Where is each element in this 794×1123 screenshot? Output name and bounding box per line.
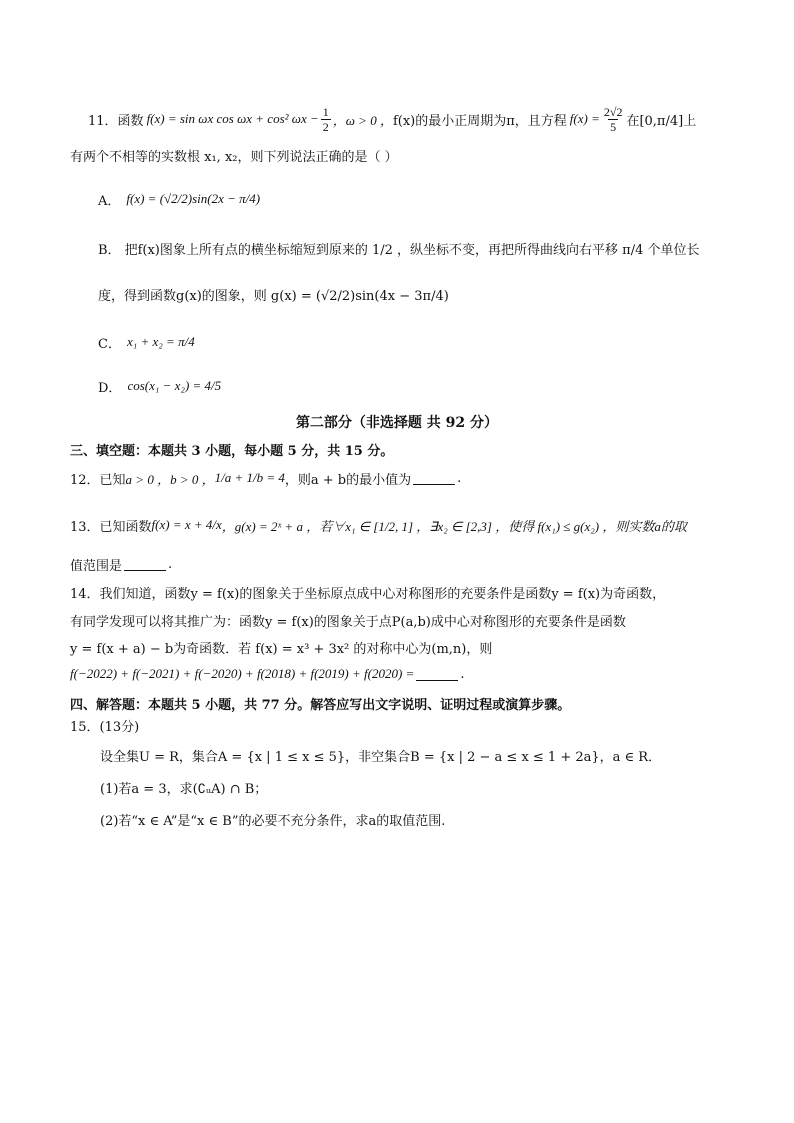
option-b-label: B． <box>98 242 121 258</box>
q12-text-b: ，则a + b的最小值为 <box>284 472 412 488</box>
option-a-label: A． <box>98 193 121 209</box>
q11-eq: f(x) = <box>569 111 600 126</box>
q15-line1: 设全集U = R，集合A = {x | 1 ≤ x ≤ 5}，非空集合B = {x | 2 − a ≤ x ≤ 1 + 2a}，a ∈ R． <box>100 749 662 765</box>
part2-title: 第二部分（非选择题 共 92 分） <box>295 415 499 431</box>
q11-option-c <box>98 328 195 356</box>
q12-line <box>70 464 461 492</box>
q13-f: f(x) = x + 4/x <box>151 517 222 532</box>
option-b-text-1: 把f(x)图象上所有点的横坐标缩短到原来的 1/2 ，纵坐标不变，再把所得曲线向右平移 π/4 个单位长 <box>124 242 700 258</box>
option-d-label: D． <box>98 380 122 396</box>
q15-part2: (2)若“x ∈ A”是“x ∈ B”的必要不充分条件，求a的取值范围. <box>100 814 446 829</box>
option-d-text: cos(x₁ − x₂) = 4/5 <box>127 378 222 393</box>
q11-number: 11． <box>88 113 118 129</box>
q15-header: 15．(13分) <box>70 720 140 735</box>
q14-line3: y = f(x + a) − b为奇函数．若 f(x) = x³ + 3x² 的对称中心为(m,n)，则 <box>70 642 493 657</box>
q11-option-b-line1 <box>98 235 700 261</box>
q11-period-text: f(x)的最小正周期为π，且方程 <box>392 113 567 129</box>
q15-part1: (1)若a = 3，求(∁ᵤA) ∩ B； <box>100 782 268 797</box>
q11-value-fraction: $\frac{2√2}{5}$ <box>603 104 623 134</box>
q11-option-d <box>98 372 221 400</box>
option-c-text: x₁ + x₂ = π/4 <box>126 334 195 349</box>
q14-line4 <box>70 666 464 682</box>
q13-end: . <box>168 557 173 572</box>
q13-text-a: 13．已知函数 <box>70 519 152 535</box>
q12-text-a: 12．已知 <box>70 472 126 488</box>
q13-line2 <box>70 555 172 574</box>
q11-option-a <box>98 184 260 214</box>
q11-omega-cond: ，ω > 0 ， <box>332 112 393 128</box>
section4-title: 四、解答题：本题共 5 小题，共 77 分。解答应写出文字说明、证明过程或演算步骤。 <box>70 698 571 713</box>
section3-title: 三、填空题：本题共 3 小题，每小题 5 分，共 15 分。 <box>70 444 394 459</box>
q14-line1: 14．我们知道，函数y = f(x)的图象关于坐标原点成中心对称图形的充要条件是函数y = f(x)为奇函数， <box>70 587 666 602</box>
q11-option-b-line2: 度，得到函数g(x)的图象，则 g(x) = (√2/2)sin(4x − 3π/4) <box>98 288 449 304</box>
q11-line2: 有两个不相等的实数根 x₁, x₂，则下列说法正确的是（ ） <box>70 150 398 165</box>
q12-answer-blank[interactable] <box>413 472 455 485</box>
q11-func-def: f(x) = sin ωx cos ωx + cos² ωx − <box>146 111 319 126</box>
q11-half-fraction: $\frac{1}{2}$ <box>322 104 329 134</box>
option-a-text: f(x) = (√2/2)sin(2x − π/4) <box>126 191 261 206</box>
q13-line2-text: 值范围是 <box>70 559 123 574</box>
q12-eq: 1/a + 1/b = 4 <box>214 470 285 485</box>
q13-answer-blank[interactable] <box>124 558 166 571</box>
q13-g: ，g(x) = 2ˣ + a ，若∀x₁ ∈ [1/2, 1] ，∃x₂ ∈ [2,3] ，使得 f(x₁) ≤ g(x₂) ，则实数a的取 <box>221 518 687 534</box>
q11-interval: 在[0,π/4]上 <box>626 113 697 129</box>
q12-end: . <box>457 470 462 486</box>
option-c-label: C． <box>98 336 121 352</box>
q13-line1 <box>70 510 687 540</box>
q11-line1 <box>88 104 696 134</box>
q11-lead: 函数 <box>117 113 144 129</box>
q14-sum: f(−2022) + f(−2021) + f(−2020) + f(2018) + f(2019) + f(2020) = <box>70 666 415 681</box>
q14-end: . <box>460 666 465 682</box>
q14-line2: 有同学发现可以将其推广为：函数y = f(x)的图象关于点P(a,b)成中心对称图形的充要条件是函数 <box>70 615 626 630</box>
q14-answer-blank[interactable] <box>416 668 458 681</box>
q12-cond: a > 0 ，b > 0 ， <box>125 471 215 487</box>
